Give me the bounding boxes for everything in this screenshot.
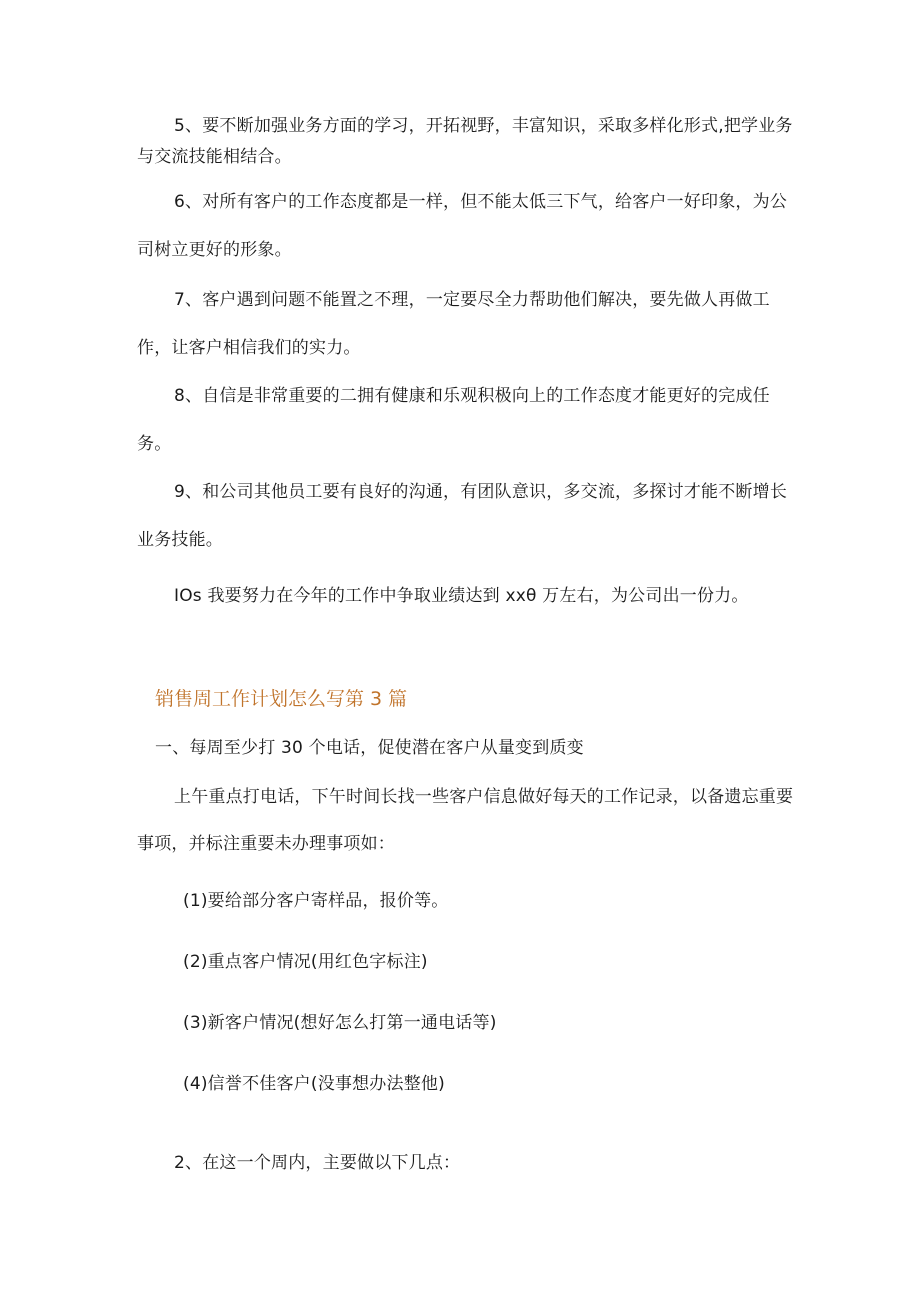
paragraph-6-line-1: 6、对所有客户的工作态度都是一样，但不能太低三下气，给客户一好印象，为公: [174, 192, 788, 212]
sub-item-1: (1)要给部分客户寄样品，报价等。: [183, 891, 449, 911]
paragraph-9-line-1: 9、和公司其他员工要有良好的沟通，有团队意识，多交流，多探讨才能不断增长: [174, 482, 788, 502]
paragraph-5-line-2: 与交流技能相结合。: [137, 147, 292, 167]
paragraph-8-line-1: 8、自信是非常重要的二拥有健康和乐观积极向上的工作态度才能更好的完成任: [174, 386, 770, 406]
paragraph-8-line-2: 务。: [137, 434, 172, 454]
paragraph-5-line-1: 5、要不断加强业务方面的学习，开拓视野，丰富知识，采取多样化形式,把学业务: [174, 116, 793, 136]
paragraph-6-line-2: 司树立更好的形象。: [137, 240, 292, 260]
paragraph-7-line-1: 7、客户遇到问题不能置之不理，一定要尽全力帮助他们解决，要先做人再做工: [174, 290, 770, 310]
item-two-title: 2、在这一个周内，主要做以下几点：: [174, 1153, 461, 1173]
section-heading: 销售周工作计划怎么写第 3 篇: [155, 688, 408, 710]
item-one-body-line-2: 事项，并标注重要未办理事项如：: [137, 834, 395, 854]
paragraph-7-line-2: 作，让客户相信我们的实力。: [137, 338, 361, 358]
item-one-title: 一、每周至少打 30 个电话，促使潜在客户从量变到质变: [155, 738, 584, 758]
sub-item-4: (4)信誉不佳客户(没事想办法整他): [183, 1074, 445, 1094]
item-one-body-line-1: 上午重点打电话，下午时间长找一些客户信息做好每天的工作记录，以备遗忘重要: [174, 787, 794, 807]
paragraph-9-line-2: 业务技能。: [137, 530, 223, 550]
paragraph-10: IOs 我要努力在今年的工作中争取业绩达到 xxθ 万左右，为公司出一份力。: [174, 586, 749, 606]
sub-item-2: (2)重点客户情况(用红色字标注): [183, 952, 428, 972]
sub-item-3: (3)新客户情况(想好怎么打第一通电话等): [183, 1013, 497, 1033]
